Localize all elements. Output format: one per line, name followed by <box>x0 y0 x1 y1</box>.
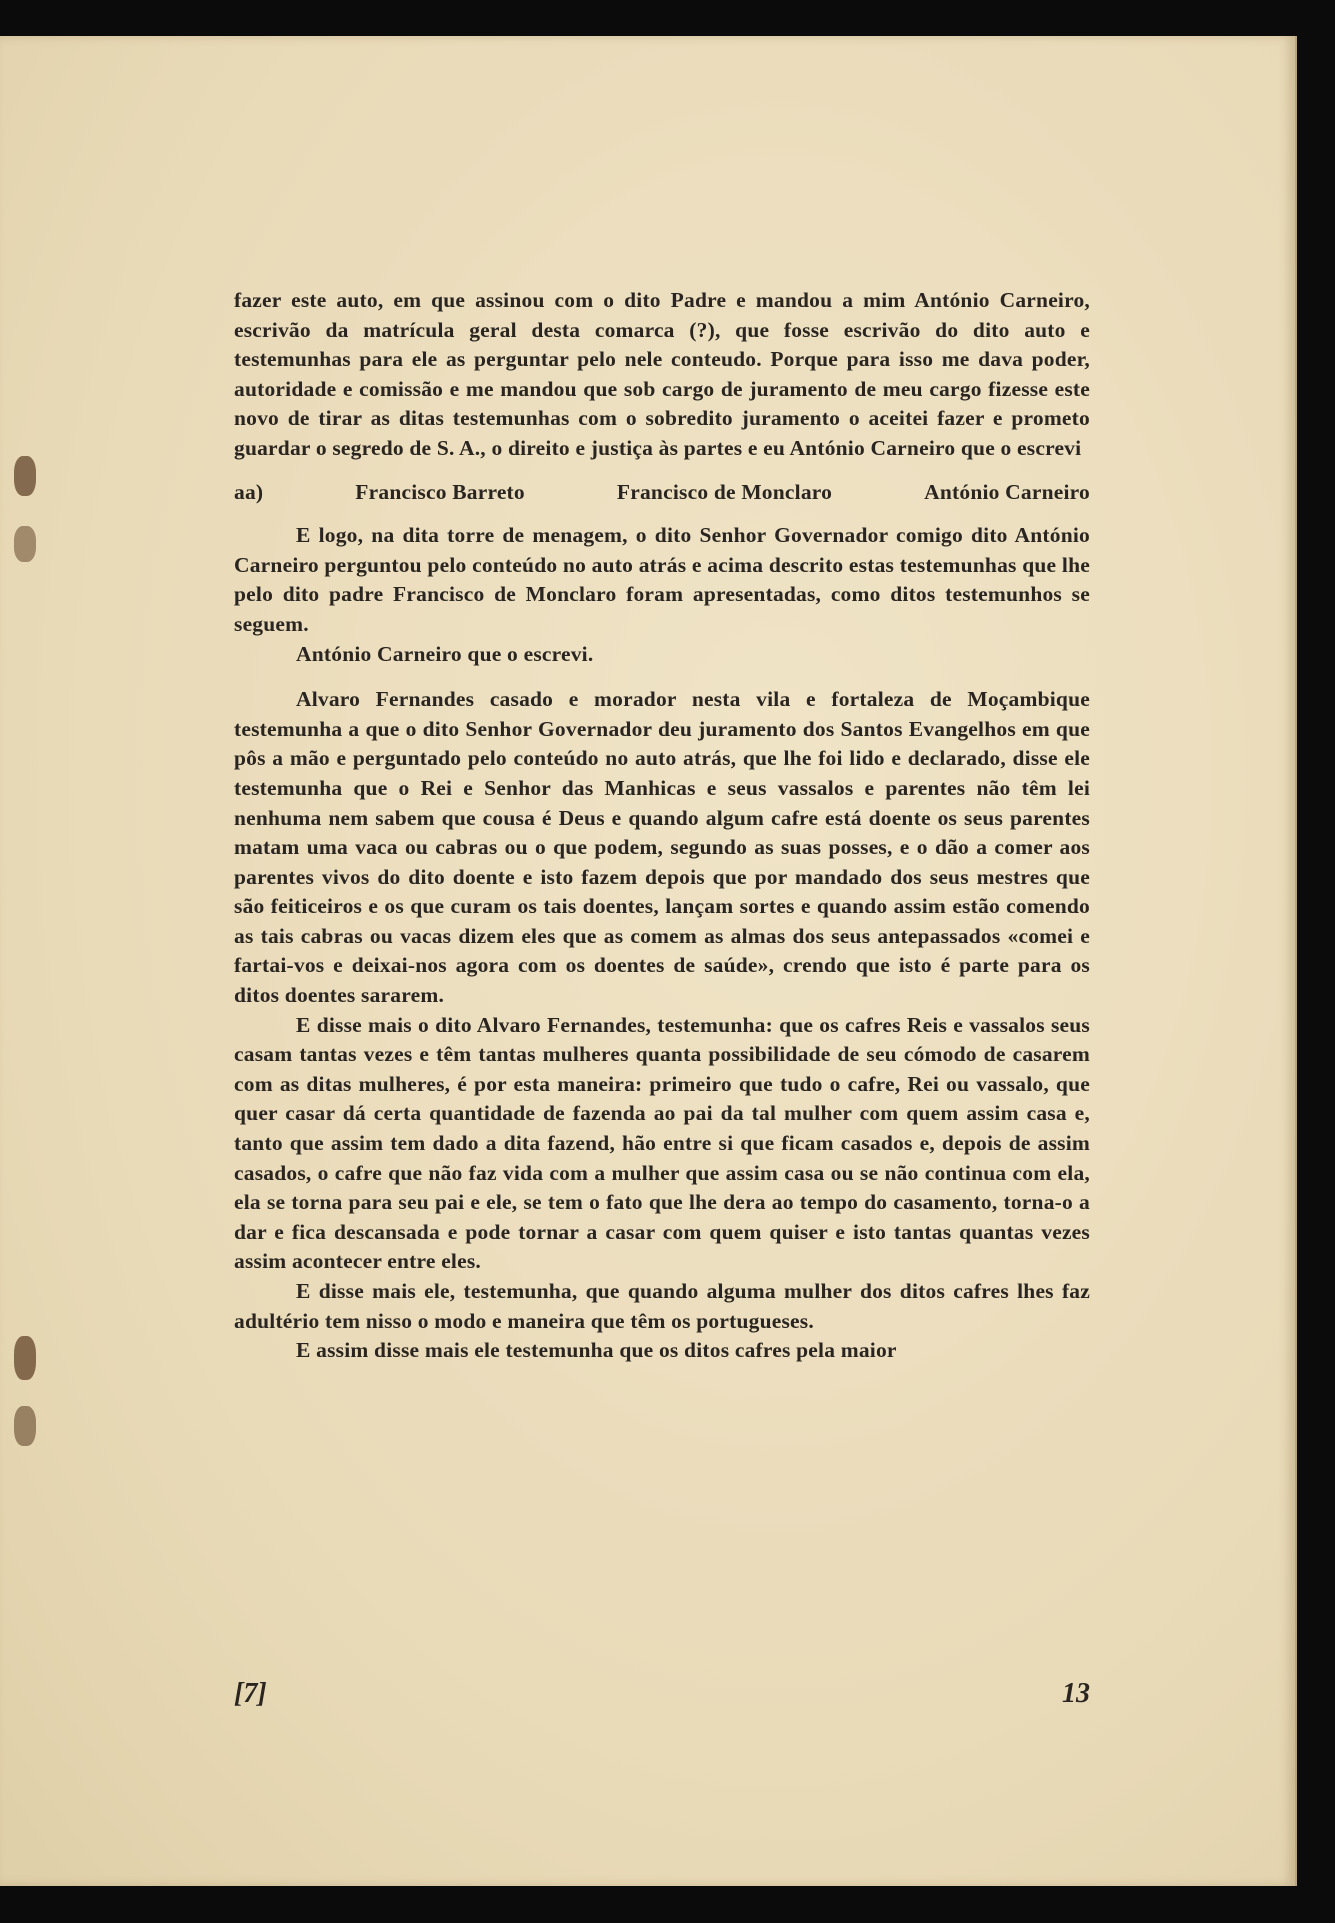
paragraph-1: fazer este auto, em que assinou com o dito Padre e mandou a mim António Carneiro, escrivão da matrícula geral desta comarca (?), que fosse escrivão do dito auto e testemunhas para ele as perguntar pelo nele conteudo. Porque para isso me dava poder, autoridade e comissão e me mandou que sob cargo de juramento de meu cargo fizesse este novo de tirar as ditas testemunhas com o sobredito juramento o aceitei fazer e prometo guardar o segredo de S. A., o direito e justiça às partes e eu António Carneiro que o escrevi <box>234 288 1090 460</box>
signature-line <box>234 478 1090 508</box>
signature-francisco-barreto: Francisco Barreto <box>355 479 525 504</box>
signature-francisco-de-monclaro: Francisco de Monclaro <box>616 479 833 504</box>
paragraph-5: E disse mais ele, testemunha, que quando alguma mulher dos ditos cafres lhes faz adultério tem nisso o modo e maneira que têm os portugueses. <box>234 1279 1090 1333</box>
paragraph-2: E logo, na dita torre de menagem, o dito Senhor Governador comigo dito António Carneiro perguntou pelo conteúdo no auto atrás e acima descrito estas testemunhas que lhe pelo dito padre Francisco de Monclaro foram apresentadas, como ditos testemunhos se seguem. <box>234 523 1090 636</box>
signature-antonio-carneiro: António Carneiro <box>924 479 1090 504</box>
paragraph-4: E disse mais o dito Alvaro Fernandes, testemunha: que os cafres Reis e vassalos seus casam tantas vezes e têm tantas mulheres quanta possibilidade de seu cómodo de casarem com as ditas mulheres, é por esta maneira: primeiro que tudo o cafre, Rei ou vassalo, que quer casar dá certa quantidade de fazenda ao pai da tal mulher com quem assim casa e, tanto que assim tem dado a dita fazend, hão entre si que ficam casados e, depois de assim casados, o cafre que não faz vida com a mulher que assim casa ou se não continua com ela, ela se torna para seu pai e ele, se tem o fato que lhe dera ao tempo do casamento, torna-o a dar e fica descansada e pode tornar a casar com quem quiser e isto tantas quantas vezes assim acontecer entre eles. <box>234 1012 1090 1274</box>
signature-prefix: aa) <box>234 479 264 504</box>
edge-stain <box>14 526 36 562</box>
signature-mark: [7] <box>234 1678 267 1709</box>
edge-stain <box>14 456 36 496</box>
paragraph-3: Alvaro Fernandes casado e morador nesta vila e fortaleza de Moçambique testemunha a que o dito Senhor Governador deu juramento dos Santos Evangelhos em que pôs a mão e perguntado pelo conteúdo no auto atrás, que lhe foi lido e declarado, disse ele testemunha que o Rei e Senhor das Manhicas e seus vassalos e parentes não têm lei nenhuma nem sabem que cousa é Deus e quando algum cafre está doente os seus parentes matam uma vaca ou cabras ou o que podem, segundo as suas posses, e o dão a comer aos parentes vivos do dito doente e isto fazem depois que por mandado dos seus mestres que são feiticeiros e os que curam os tais doentes, lançam sortes e quando assim estão comendo as tais cabras ou vacas dizem eles que as comem as almas dos seus antepassados «comei e fartai-vos e deixai-nos agora com os doentes de saúde», crendo que isto é parte para os ditos doentes sararem. <box>234 687 1090 1008</box>
page-number: 13 <box>1062 1678 1090 1709</box>
edge-stain <box>14 1336 36 1380</box>
body-text <box>234 286 1090 1366</box>
document-page <box>0 36 1297 1886</box>
paragraph-2-closing: António Carneiro que o escrevi. <box>296 641 594 666</box>
paragraph-6: E assim disse mais ele testemunha que os ditos cafres pela maior <box>296 1338 897 1363</box>
edge-stain <box>14 1406 36 1446</box>
page-footer <box>234 1678 1090 1710</box>
